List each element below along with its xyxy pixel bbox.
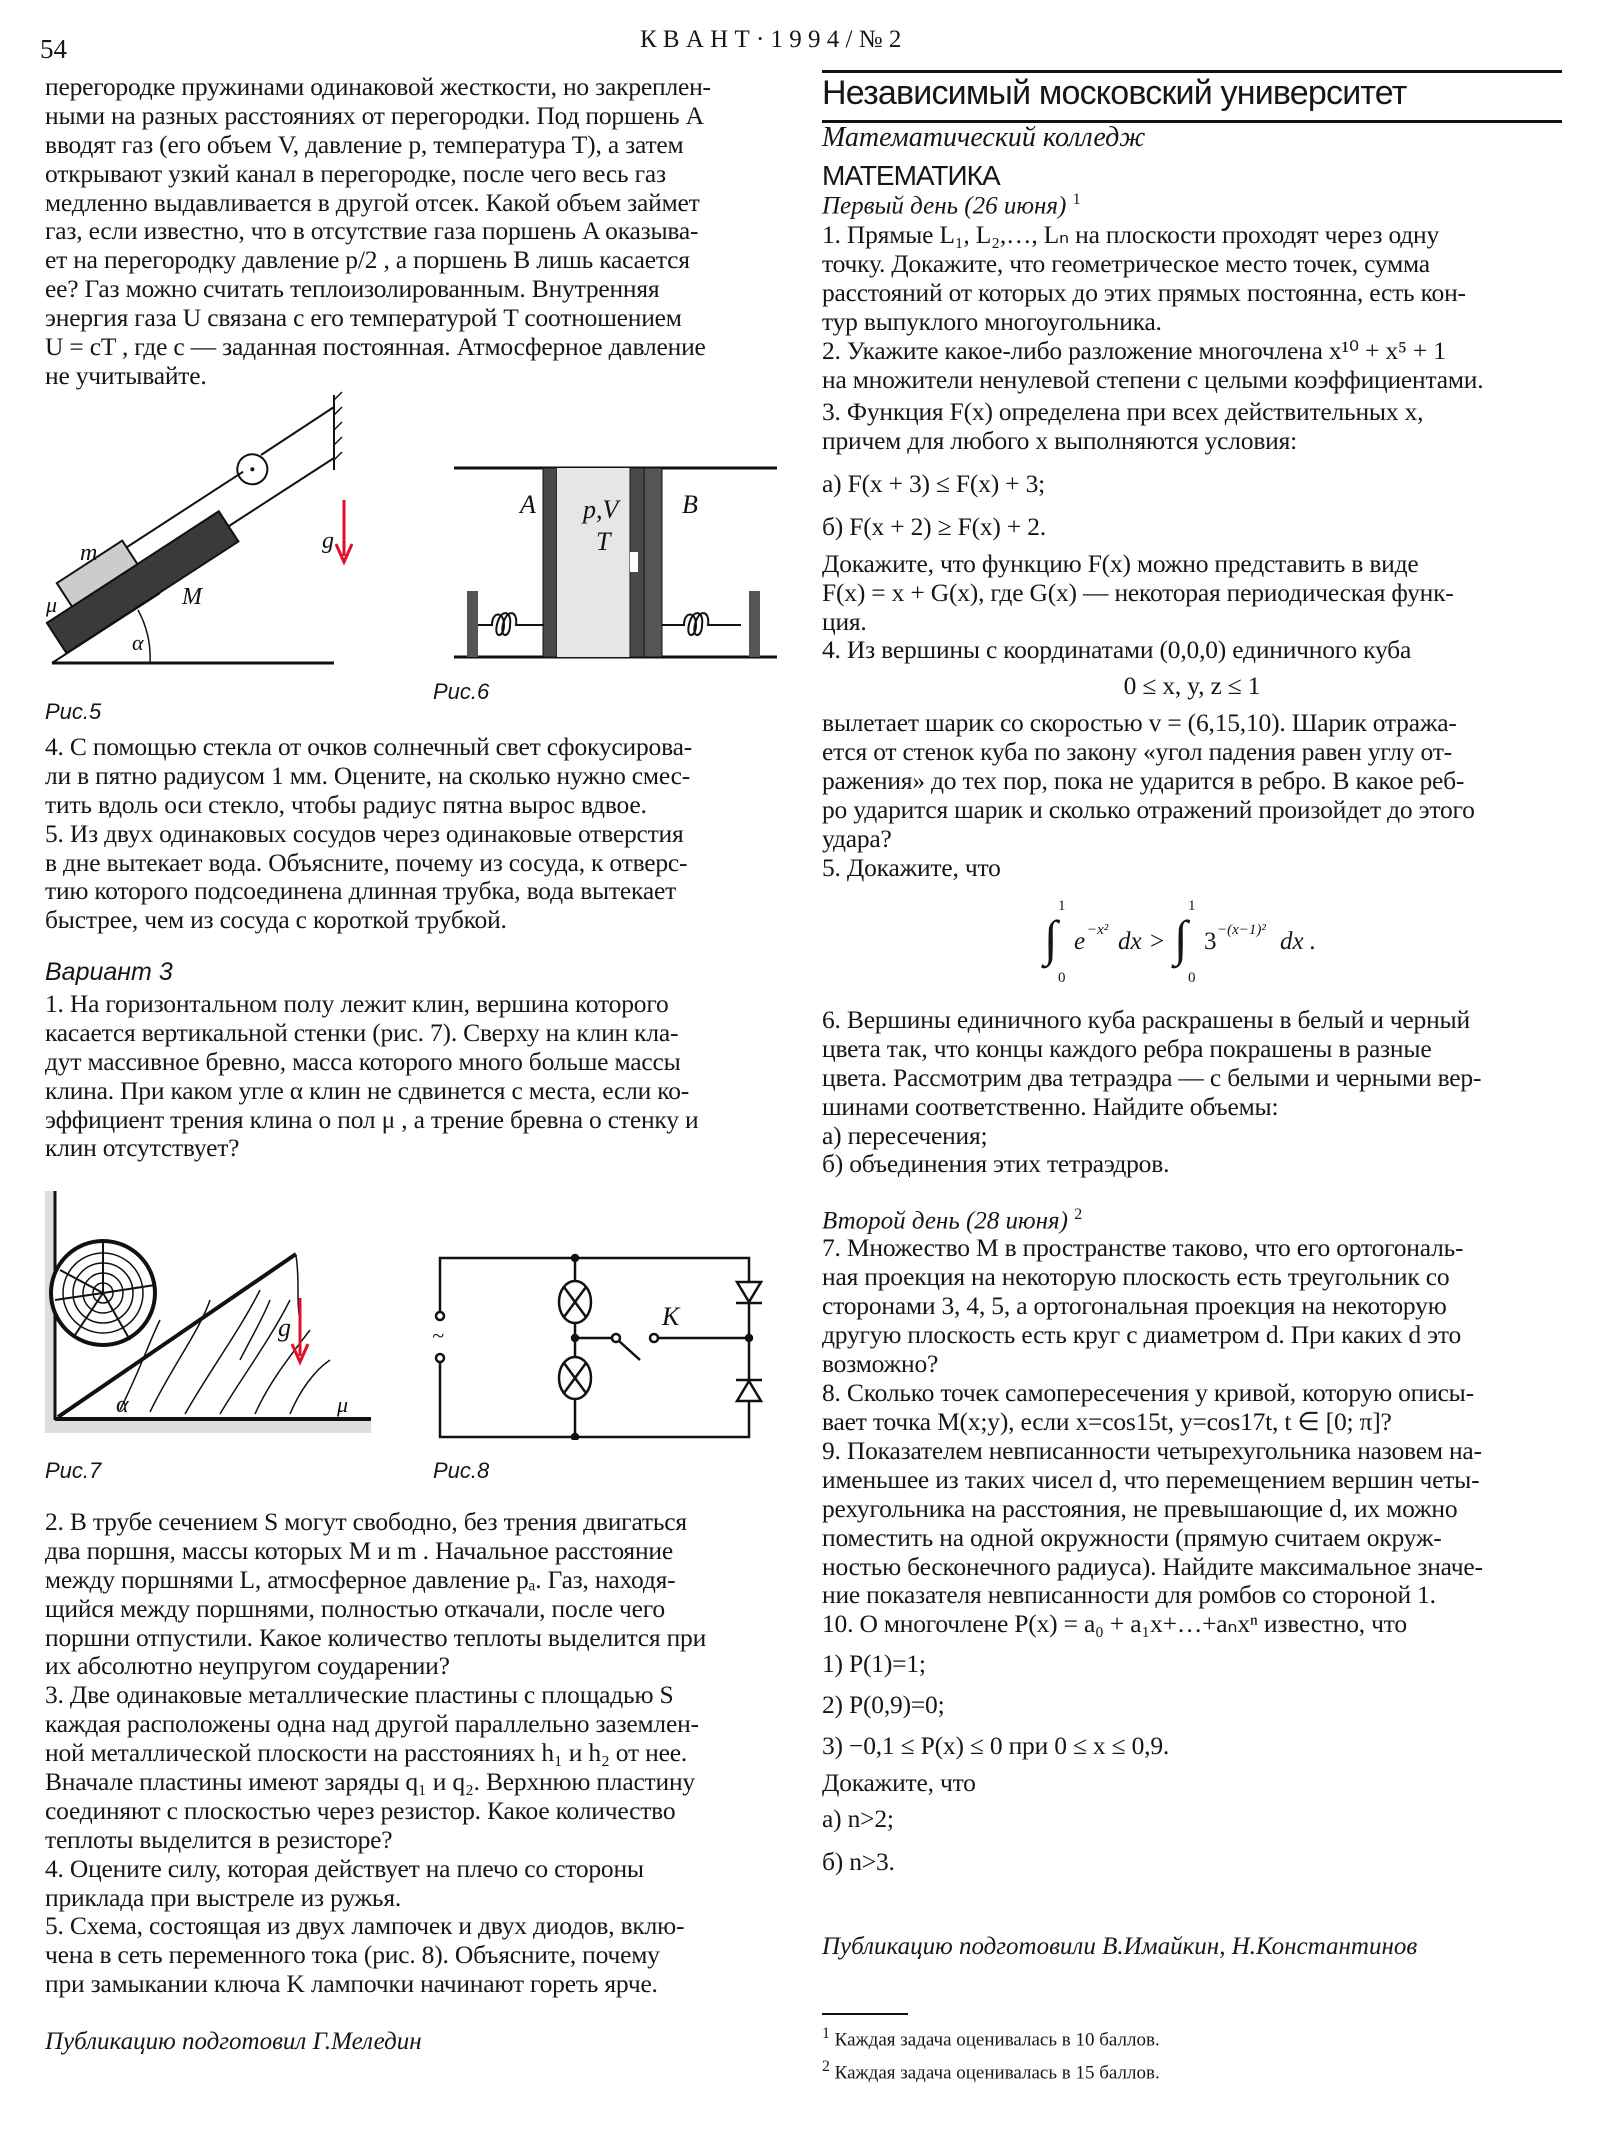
text-line: ция. [822, 606, 867, 636]
problem-4 [822, 709, 1562, 853]
day-2-title [822, 1206, 1082, 1235]
problem-3-condition-b: б) F(x + 2) ≥ F(x) + 2. [822, 512, 1046, 541]
page-number: 54 [40, 34, 67, 64]
integral-upper-limit: 1 [1058, 898, 1066, 914]
footnote-text: Каждая задача оценивалась в 10 баллов. [834, 2029, 1160, 2051]
text-line: теплоты выделится в резисторе? [45, 1824, 393, 1854]
text-line: поместить на одной окружности (прямую считаем окруж- [822, 1522, 1442, 1552]
problem-10-part-a: а) n>2; [822, 1804, 894, 1833]
text-line: медленно выдавливается в другой отсек. Какой объем займет [45, 187, 700, 217]
problem-10-condition-1: 1) P(1)=1; [822, 1649, 926, 1678]
text-line: Докажите, что функцию F(x) можно представить в виде [822, 549, 1419, 578]
text-line: возможно? [822, 1348, 939, 1378]
intro-text [45, 73, 790, 391]
text-line: тию которого подсоединена длинная трубка, вода вытекает [45, 876, 677, 906]
figure-6-caption: Рис.6 [433, 679, 490, 704]
integrand: e [1074, 928, 1086, 955]
lamp-icon [559, 1281, 591, 1323]
label-T: T [596, 527, 611, 556]
diode-icon [736, 1380, 762, 1401]
problems-2-5 [45, 1508, 790, 1999]
problem-7 [822, 1234, 1562, 1378]
text-line: шинами соответственно. Найдите объемы: [822, 1091, 1279, 1121]
label-alpha: α [132, 630, 144, 655]
label-M: M [182, 584, 202, 610]
footnote-1 [822, 2020, 1160, 2053]
figure-7-caption: Рис.7 [45, 1458, 102, 1483]
text-line: 4. Оцените силу, которая действует на плечо со стороны [45, 1853, 644, 1883]
problem-4-cube: 0 ≤ x, y, z ≤ 1 [1123, 671, 1261, 700]
figure-8-circuit [436, 1255, 762, 1440]
problem-9 [822, 1437, 1562, 1610]
diode-icon [736, 1282, 762, 1303]
text-line: соединяют с плоскостью через резистор. Какое количество [45, 1795, 676, 1825]
text-line: 4. С помощью стекла от очков солнечный свет сфокусирова- [45, 732, 692, 761]
day-2-label: Второй день (28 июня) [822, 1207, 1069, 1235]
text-line: 9. Показателем невписанности четырехугольника назовем на- [822, 1436, 1482, 1465]
problem-3 [822, 398, 1562, 456]
text-line: 8. Сколько точек самопересечения у кривой, которую описы- [822, 1378, 1474, 1407]
problem-2 [822, 337, 1562, 395]
problem-5: 5. Докажите, что [822, 853, 1001, 882]
problem-10-prove: Докажите, что [822, 1768, 976, 1797]
exponent: −(x−1)² [1217, 922, 1266, 938]
text-line: перегородке пружинами одинаковой жесткости, но закреплен- [45, 72, 711, 101]
text-line: в дне вытекает вода. Объясните, почему из сосуда, к отверс- [45, 847, 688, 877]
text-line: два поршня, массы которых M и m . Начальное расстояние [45, 1535, 673, 1565]
section-title: Независимый московский университет [822, 74, 1407, 112]
text-line: каждая расположены одна над другой параллельно заземлен- [45, 1709, 699, 1739]
footnote-mark: 2 [1074, 1206, 1083, 1223]
day-1-label: Первый день (26 июня) [822, 192, 1067, 220]
text-line: на множители ненулевой степени с целыми коэффициентами. [822, 364, 1484, 394]
text-line: их абсолютно неупругом соударении? [45, 1651, 450, 1681]
label-ac-source: ~ [432, 1323, 444, 1348]
text-line: между поршнями L, атмосферное давление pₐ. Газ, находя- [45, 1564, 676, 1594]
problems-4-5 [45, 733, 790, 935]
label-mu: μ [46, 592, 58, 617]
text-line: ная проекция на некоторую плоскость есть треугольник со [822, 1261, 1450, 1291]
text-line: ется от стенок куба по закону «угол падения равен углу от- [822, 736, 1452, 766]
figure-7 [45, 1191, 371, 1433]
text-line: дут массивное бревно, масса которого много больше массы [45, 1046, 681, 1076]
text-line: цвета. Рассмотрим два тетраэдра — с белыми и черными вер- [822, 1062, 1482, 1092]
footnote-divider [822, 2013, 908, 2015]
problem-10: 10. О многочлене P(x) = a₀ + a₁x+…+aₙxⁿ известно, что [822, 1609, 1407, 1638]
integral-sign: ∫ [1174, 910, 1188, 966]
figure-5-and-6 [0, 380, 800, 700]
figure-5-caption: Рис.5 [45, 699, 102, 724]
subject-title: МАТЕМАТИКА [822, 160, 1000, 191]
text-line: ностью бесконечного радиуса). Найдите максимальное значе- [822, 1551, 1483, 1581]
text-line: вает точка M(x;y), если x=cos15t, y=cos17t, t ∈ [0; π]? [822, 1406, 1392, 1436]
text-line: ли в пятно радиусом 1 мм. Оцените, на сколько нужно смес- [45, 760, 691, 790]
problem-10-part-b: б) n>3. [822, 1847, 895, 1876]
text-line: F(x) = x + G(x), где G(x) — некоторая периодическая функ- [822, 577, 1454, 607]
label-piston-A: A [520, 490, 536, 519]
figure-5 [29, 392, 352, 663]
problem-10-condition-3: 3) −0,1 ≤ P(x) ≤ 0 при 0 ≤ x ≤ 0,9. [822, 1731, 1170, 1760]
text-line: тить вдоль оси стекло, чтобы радиус пятна вырос вдвое. [45, 789, 647, 819]
relation: > [1150, 928, 1165, 955]
text-line: а) пересечения; [822, 1120, 988, 1150]
text-line: 2. В трубе сечением S могут свободно, без трения двигаться [45, 1507, 687, 1536]
figure-8-caption: Рис.8 [433, 1458, 490, 1483]
text-line: ет на перегородку давление p/2 , а поршень B лишь касается [45, 245, 690, 275]
label-alpha: α [116, 1392, 129, 1418]
switch-blade [619, 1341, 640, 1360]
text-line: быстрее, чем из сосуда с короткой трубкой. [45, 905, 507, 935]
text-line: точку. Докажите, что геометрическое место точек, сумма [822, 248, 1430, 278]
text-line: ной металлической плоскости на расстояниях h₁ и h₂ от нее. [45, 1738, 687, 1768]
text-line: 1. Прямые L₁, L₂,…, Lₙ на плоскости проходят через одну [822, 220, 1440, 249]
figure-7-and-8 [0, 1180, 800, 1440]
label-mu: μ [337, 1392, 349, 1417]
differential: dx [1118, 928, 1142, 955]
figure-6 [454, 468, 777, 657]
text-line: вводят газ (его объем V, давление p, температура T), а затем [45, 129, 684, 159]
text-line: поршни отпустили. Какое количество теплоты выделится при [45, 1622, 707, 1652]
label-g: g [278, 1313, 291, 1342]
footnotes [822, 2020, 1160, 2087]
problem-4-intro: 4. Из вершины с координатами (0,0,0) единичного куба [822, 635, 1412, 664]
day-1-title [822, 191, 1081, 220]
problem-5-integral [1040, 898, 1340, 993]
right-credit: Публикацию подготовили В.Имайкин, Н.Константинов [822, 1933, 1418, 1960]
label-g: g [322, 528, 334, 554]
text-line: ными на разных расстояниях от перегородки. Под поршень A [45, 100, 704, 130]
text-line: энергия газа U связана с его температурой T соотношением [45, 303, 682, 333]
text-line: не учитывайте. [45, 360, 207, 390]
integral-sign: ∫ [1044, 910, 1058, 966]
text-line: ражения» до тех пор, пока не ударится в ребро. В какое реб- [822, 765, 1465, 795]
text-line: сторонами 3, 4, 5, а ортогональная проекция на некоторую [822, 1290, 1447, 1320]
text-line: 3. Функция F(x) определена при всех действительных x, [822, 397, 1424, 426]
text-line: клин отсутствует? [45, 1133, 240, 1163]
text-line: касается вертикальной стенки (рис. 7). Сверху на клин кла- [45, 1017, 679, 1047]
text-line: ее? Газ можно считать теплоизолированным. Внутренняя [45, 274, 660, 304]
text-line: газ, если известно, что в отсутствие газа поршень A оказыва- [45, 216, 699, 246]
text-line: 2. Укажите какое-либо разложение многочлена x¹⁰ + x⁵ + 1 [822, 336, 1446, 365]
text-line: Вначале пластины имеют заряды q₁ и q₂. Верхнюю пластину [45, 1767, 695, 1797]
text-line: 1. На горизонтальном полу лежит клин, вершина которого [45, 989, 669, 1018]
integral-upper-limit: 1 [1188, 898, 1196, 914]
variant-3-problem-1 [45, 990, 790, 1163]
footnote-mark: 1 [1072, 191, 1081, 208]
text-line: приклада при выстреле из ружья. [45, 1882, 402, 1912]
journal-header: К В А Н Т · 1 9 9 4 / № 2 [640, 26, 902, 53]
lamp-icon [559, 1357, 591, 1399]
text-line: при замыкании ключа K лампочки начинают гореть ярче. [45, 1969, 658, 1999]
variant-3-title: Вариант 3 [45, 958, 173, 986]
problem-6 [822, 1006, 1562, 1179]
label-m: m [80, 540, 98, 566]
text-line: вылетает шарик со скоростью v = (6,15,10). Шарик отража- [822, 708, 1457, 737]
label-piston-B: B [682, 490, 698, 519]
left-credit: Публикацию подготовил Г.Меледин [45, 2028, 422, 2055]
integrand: 3 [1204, 928, 1217, 955]
text-line: 6. Вершины единичного куба раскрашены в белый и черный [822, 1005, 1470, 1034]
exponent: −x² [1087, 922, 1109, 938]
text-line: 5. Из двух одинаковых сосудов через одинаковые отверстия [45, 818, 684, 848]
text-line: чена в сеть переменного тока (рис. 8). Объясните, почему [45, 1940, 660, 1970]
footnote-mark: 2 [822, 2058, 830, 2076]
label-pV: p,V [583, 495, 619, 524]
text-line: 7. Множество M в пространстве таково, что его ортогональ- [822, 1233, 1464, 1262]
footnote-mark: 1 [822, 2025, 830, 2042]
text-line: открывают узкий канал в перегородке, после чего весь газ [45, 158, 666, 188]
problem-3-condition-a: а) F(x + 3) ≤ F(x) + 3; [822, 469, 1046, 498]
text-line: 3. Две одинаковые металлические пластины с площадью S [45, 1680, 674, 1710]
text-line: щийся между поршнями, полностью откачали, после чего [45, 1593, 665, 1623]
text-line: б) объединения этих тетраэдров. [822, 1149, 1170, 1179]
problem-8 [822, 1379, 1562, 1437]
problem-1 [822, 221, 1562, 337]
label-K: K [662, 1302, 680, 1331]
text-line: тур выпуклого многоугольника. [822, 306, 1162, 336]
differential: dx . [1280, 928, 1317, 955]
problem-10-condition-2: 2) P(0,9)=0; [822, 1690, 945, 1719]
text-line: цвета так, что концы каждого ребра покрашены в разные [822, 1033, 1432, 1063]
text-line: 5. Схема, состоящая из двух лампочек и двух диодов, вклю- [45, 1911, 685, 1941]
text-line: именьшее из таких чисел d, что перемещением вершин четы- [822, 1464, 1480, 1494]
text-line: удара? [822, 823, 892, 853]
integral-lower-limit: 0 [1188, 970, 1196, 986]
text-line: клина. При каком угле α клин не сдвинется с места, если ко- [45, 1075, 690, 1105]
text-line: причем для любого x выполняются условия: [822, 425, 1298, 455]
text-line: эффициент трения клина о пол μ , а трение бревна о стенку и [45, 1104, 699, 1134]
text-line: расстояний от которых до этих прямых постоянна, есть кон- [822, 277, 1466, 307]
footnote-text: Каждая задача оценивалась в 15 баллов. [834, 2062, 1160, 2084]
text-line: U = cT , где c — заданная постоянная. Атмосферное давление [45, 332, 706, 362]
text-line: другую плоскость есть круг с диаметром d. При каких d это [822, 1319, 1462, 1349]
log-icon [51, 1241, 155, 1345]
integral-lower-limit: 0 [1058, 970, 1066, 986]
text-line: ние показателя невписанности для ромбов со стороной 1. [822, 1580, 1436, 1610]
footnote-2 [822, 2053, 1160, 2086]
problem-3-prove [822, 550, 1562, 637]
college-title: Математический колледж [822, 122, 1146, 153]
text-line: ро ударится шарик и сколько отражений произойдет до этого [822, 794, 1475, 824]
text-line: рехугольника на расстояния, не превышающие d, их можно [822, 1493, 1458, 1523]
